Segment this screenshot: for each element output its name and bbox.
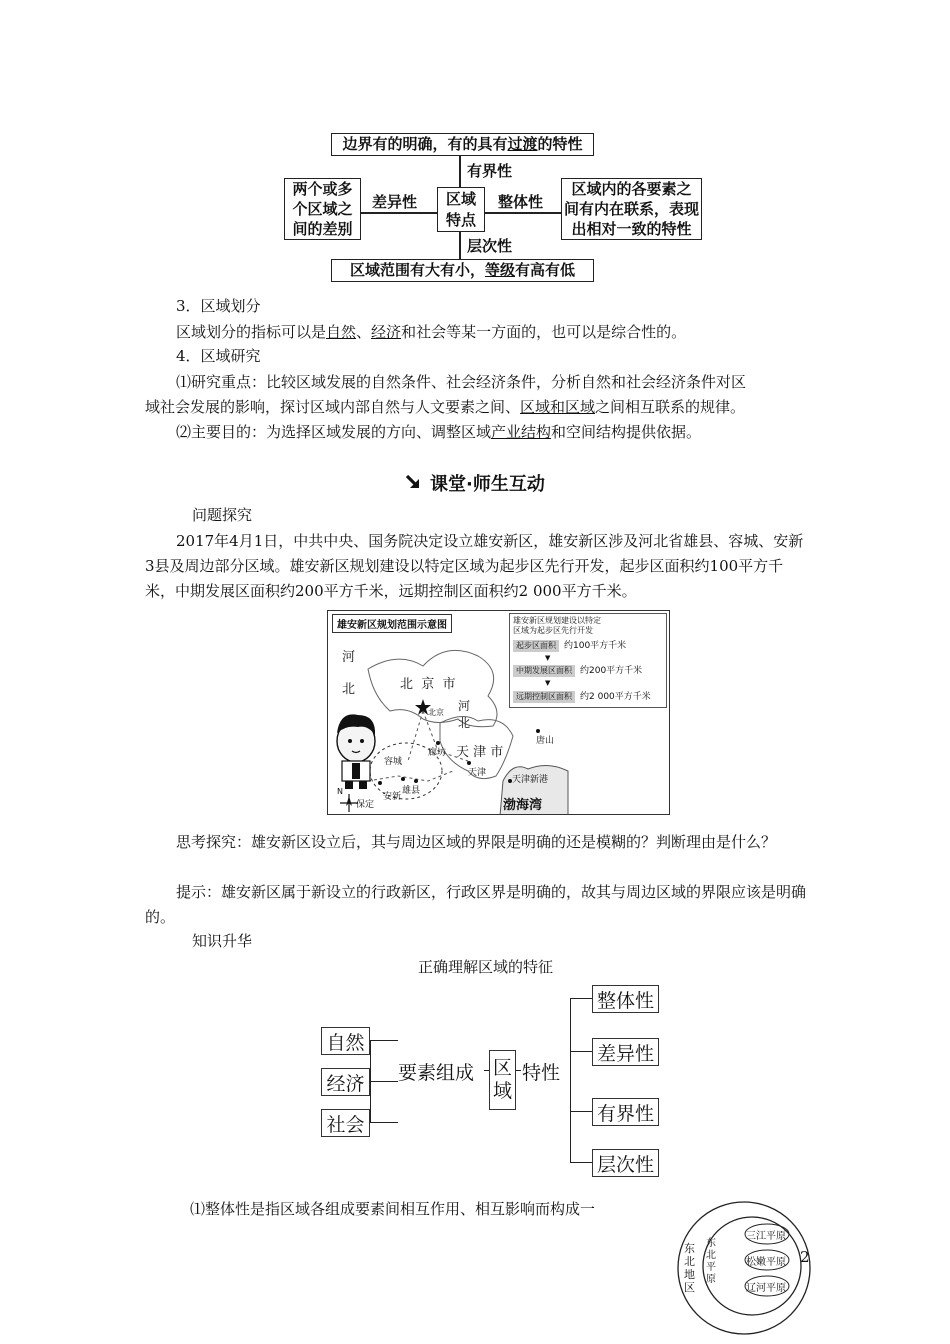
label-bei: 北: [342, 682, 356, 697]
map-info-row-2: 中期发展区面积 约200平方千米: [513, 665, 642, 677]
label-boundedness: 有界性: [467, 162, 513, 180]
label-tangshan: 唐山: [536, 736, 555, 746]
label-tianjin-xingang: 天津新港: [512, 775, 549, 785]
label-he: 河: [342, 650, 356, 665]
label-hebei-2b: 北: [458, 716, 471, 730]
label-integrity: 整体性: [498, 193, 544, 211]
feature-integrity: 整体性: [592, 985, 659, 1013]
label-rongcheng: 容城: [384, 757, 403, 767]
label-baoding: 保定: [356, 800, 375, 810]
label-difference: 差异性: [372, 193, 418, 211]
northeast-nested-circles: [676, 1200, 812, 1336]
label-element-composition: 要素组成: [398, 1058, 474, 1085]
section-4-point-2: ⑵主要目的：为选择区域发展的方向、调整区域产业结构和空间结构提供依据。: [176, 423, 702, 441]
label-xiongxian: 雄县: [402, 786, 421, 796]
map-info-row-3: 远期控制区面积 约2 000平方千米: [513, 691, 651, 703]
section-4-point-1: ⑴研究重点：比较区域发展的自然条件、社会经济条件，分析自然和社会经济条件对区 域社会发展的影响，探讨区域内部自然与人文要素之间、区域和区域之间相互联系的规律。: [145, 373, 747, 416]
label-characteristics: 特性: [522, 1058, 560, 1085]
item-society: 社会: [321, 1109, 370, 1137]
label-sanjiang-plain: 三江平原: [746, 1231, 786, 1242]
map-info-row-1: 起步区面积 约100平方千米: [513, 640, 626, 652]
feature-boundedness: 有界性: [592, 1098, 659, 1126]
page-number: 2: [800, 1248, 810, 1266]
difference-box: 两个或多 个区域之 间的差别: [284, 178, 361, 240]
region-center-box: 区域 特点: [437, 187, 485, 232]
label-tianjin: 天津: [468, 768, 487, 778]
diagram2-title: 正确理解区域的特征: [418, 958, 554, 976]
right-bracket: [570, 998, 571, 1163]
label-anxin: 安新: [383, 792, 402, 802]
label-langfang: 廊坊: [428, 748, 447, 758]
item-economy: 经济: [321, 1068, 370, 1096]
hint-answer: 提示：雄安新区属于新设立的行政新区，行政区界是明确的，故其与周边区域的界限应该是明确的。: [145, 883, 807, 926]
section-title: [404, 470, 545, 496]
think-question: 思考探究：雄安新区设立后，其与周边区域的界限是明确的还是模糊的？判断理由是什么？: [176, 833, 777, 851]
section-3-text: 区域划分的指标可以是自然、经济和社会等某一方面的，也可以是综合性的。: [176, 323, 687, 341]
label-northeast-plain: 东 北 平 原: [706, 1238, 716, 1285]
boundary-box: 边界有的明确，有的具有过渡的特性: [331, 133, 594, 156]
map-title: 雄安新区规划范围示意图: [332, 614, 452, 633]
section-4-heading: 4．区域研究: [176, 347, 261, 365]
inquiry-label: 问题探究: [192, 506, 253, 524]
item-nature: 自然: [321, 1027, 370, 1055]
map-down-arrow-icon: ▼: [545, 679, 551, 687]
label-liaohe-plain: 辽河平原: [746, 1283, 786, 1294]
label-beijing-shi: 北 京 市: [400, 677, 456, 692]
baoding-dot: [378, 781, 382, 785]
label-beijing: 北京: [428, 708, 444, 717]
section-title-text: 课堂·师生互动: [430, 474, 545, 495]
item-1-text: ⑴整体性是指区域各组成要素间相互作用、相互影响而构成一: [190, 1200, 596, 1218]
section-3-heading: 3．区域划分: [176, 297, 261, 315]
map-info-title: 雄安新区规划建设以特定区域为起步区先行开发: [513, 616, 601, 635]
region-center-box: 区 域: [489, 1050, 516, 1110]
label-north: N: [337, 787, 343, 796]
hierarchy-box: 区域范围有大有小，等级有高有低: [331, 259, 594, 282]
feature-hierarchy: 层次性: [592, 1149, 659, 1177]
label-hebei-2a: 河: [458, 699, 471, 713]
map-info-box: [509, 613, 667, 708]
label-northeast-region: 东 北 地 区: [684, 1242, 695, 1294]
knowledge-label: 知识升华: [192, 932, 253, 950]
arrow-down-right-icon: [404, 473, 424, 493]
xiongan-map: [327, 610, 670, 815]
label-hierarchy: 层次性: [467, 237, 513, 255]
label-bohai: 渤海湾: [503, 798, 543, 813]
label-songnen-plain: 松嫩平原: [746, 1257, 786, 1268]
connecting-routes: [368, 711, 471, 781]
feature-difference: 差异性: [592, 1038, 659, 1066]
map-down-arrow-icon: ▼: [545, 654, 551, 662]
inquiry-text: 2017年4月1日，中共中央、国务院决定设立雄安新区，雄安新区涉及河北省雄县、容城、安新3县及周边部分区域。雄安新区规划建设以特定区域为起步区先行开发，起步区面积约100平方千米，中期发展区面积约200平方千米，远期控制区面积约2 000平方千米。: [145, 532, 804, 600]
label-tianjin-shi: 天 津 市: [456, 745, 504, 760]
integrity-box: 区域内的各要素之 间有内在联系，表现 出相对一致的特性: [561, 178, 702, 240]
student-cartoon: [337, 714, 375, 789]
rongcheng-dot: [401, 777, 405, 781]
